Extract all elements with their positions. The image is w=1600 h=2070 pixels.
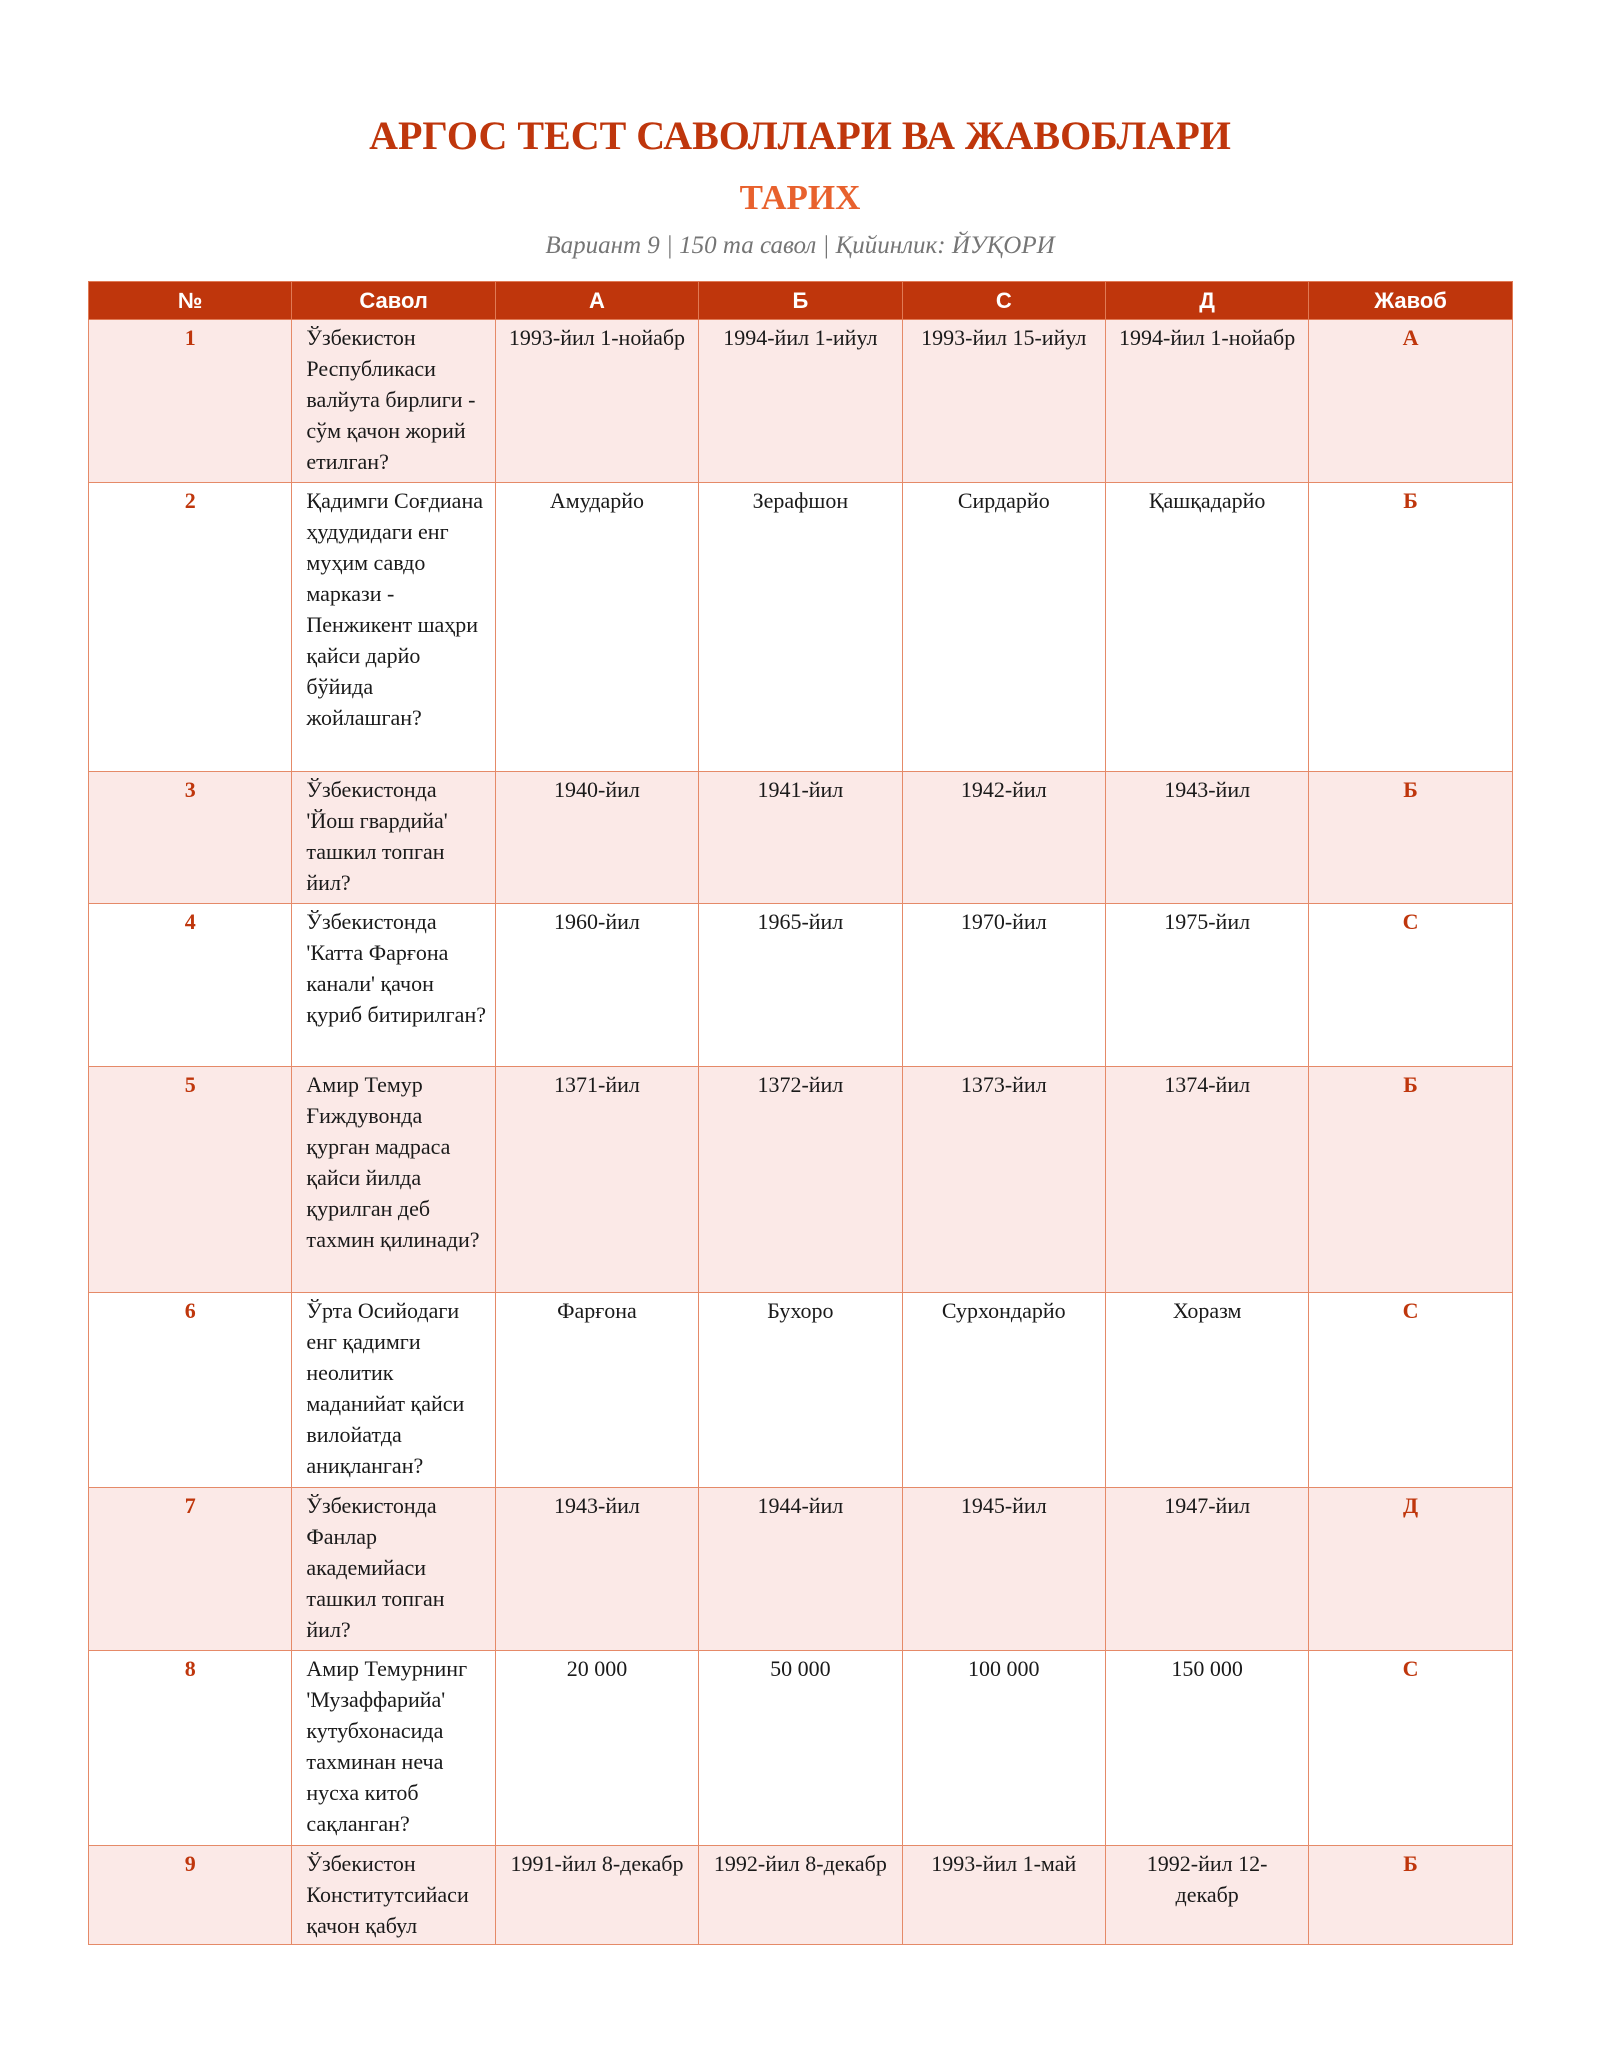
question-number: 2	[89, 483, 292, 772]
option-c: 1945-йил	[902, 1488, 1105, 1651]
question-text: Ўзбекистонда 'Йош гвардийа' ташкил топган йил?	[292, 772, 495, 904]
column-header-answer: Жавоб	[1309, 282, 1512, 320]
option-a: 20 000	[495, 1651, 698, 1846]
questions-table	[88, 281, 1513, 1945]
correct-answer: Б	[1309, 483, 1512, 772]
variant-info: Вариант 9 | 150 та савол | Қийинлик: ЙУҚОРИ	[545, 232, 1055, 259]
option-c: 1993-йил 15-ийул	[902, 320, 1105, 483]
correct-answer: А	[1309, 320, 1512, 483]
option-a: 1991-йил 8-декабр	[495, 1846, 698, 1945]
column-header-option-d: Д	[1105, 282, 1308, 320]
option-b: 1944-йил	[699, 1488, 902, 1651]
question-text: Амир Темур Ғиждувонда қурган мадраса қайси йилда қурилган деб тахмин қилинади?	[292, 1067, 495, 1293]
option-b: Зерафшон	[699, 483, 902, 772]
correct-answer: С	[1309, 1651, 1512, 1846]
column-header-option-b: Б	[699, 282, 902, 320]
correct-answer: Б	[1309, 1067, 1512, 1293]
question-text: Ўрта Осийодаги енг қадимги неолитик маданийат қайси вилойатда аниқланган?	[292, 1293, 495, 1488]
table-row	[89, 904, 1513, 1067]
question-number: 6	[89, 1293, 292, 1488]
correct-answer: С	[1309, 1293, 1512, 1488]
option-d: Қашқадарйо	[1105, 483, 1308, 772]
table-row	[89, 1651, 1513, 1846]
questions-table-body	[89, 320, 1513, 1945]
question-number: 5	[89, 1067, 292, 1293]
option-a: Амударйо	[495, 483, 698, 772]
option-d: 1975-йил	[1105, 904, 1308, 1067]
option-b: Бухоро	[699, 1293, 902, 1488]
column-header-option-c: С	[902, 282, 1105, 320]
subject-title: ТАРИХ	[739, 178, 861, 217]
column-header-option-a: А	[495, 282, 698, 320]
table-row	[89, 1846, 1513, 1945]
question-number: 4	[89, 904, 292, 1067]
option-d: Хоразм	[1105, 1293, 1308, 1488]
table-row	[89, 772, 1513, 904]
option-d: 1992-йил 12-декабр	[1105, 1846, 1308, 1945]
option-b: 1941-йил	[699, 772, 902, 904]
correct-answer: С	[1309, 904, 1512, 1067]
table-row	[89, 320, 1513, 483]
option-c: Сирдарйо	[902, 483, 1105, 772]
question-text: Ўзбекистонда 'Катта Фарғона канали' қачон қуриб битирилган?	[292, 904, 495, 1067]
option-a: 1960-йил	[495, 904, 698, 1067]
question-text: Қадимги Соғдиана ҳудудидаги енг муҳим савдо маркази - Пенжикент шаҳри қайси дарйо бўйида жойлашган?	[292, 483, 495, 772]
page-title: АРГОС ТЕСТ САВОЛЛАРИ ВА ЖАВОБЛАРИ	[369, 113, 1231, 158]
option-c: 1373-йил	[902, 1067, 1105, 1293]
correct-answer: Б	[1309, 1846, 1512, 1945]
table-header-row	[89, 282, 1513, 320]
option-b: 50 000	[699, 1651, 902, 1846]
option-a: 1993-йил 1-нойабр	[495, 320, 698, 483]
question-number: 3	[89, 772, 292, 904]
table-row	[89, 1293, 1513, 1488]
option-d: 1374-йил	[1105, 1067, 1308, 1293]
question-number: 8	[89, 1651, 292, 1846]
table-row	[89, 483, 1513, 772]
option-b: 1965-йил	[699, 904, 902, 1067]
option-c: 1993-йил 1-май	[902, 1846, 1105, 1945]
question-number: 1	[89, 320, 292, 483]
option-c: 100 000	[902, 1651, 1105, 1846]
option-a: 1940-йил	[495, 772, 698, 904]
option-a: Фарғона	[495, 1293, 698, 1488]
option-b: 1994-йил 1-ийул	[699, 320, 902, 483]
option-b: 1992-йил 8-декабр	[699, 1846, 902, 1945]
option-b: 1372-йил	[699, 1067, 902, 1293]
option-c: 1942-йил	[902, 772, 1105, 904]
option-d: 1943-йил	[1105, 772, 1308, 904]
option-d: 1994-йил 1-нойабр	[1105, 320, 1308, 483]
option-c: 1970-йил	[902, 904, 1105, 1067]
correct-answer: Д	[1309, 1488, 1512, 1651]
question-text: Ўзбекистон Республикаси валйута бирлиги - сўм қачон жорий етилган?	[292, 320, 495, 483]
table-row	[89, 1488, 1513, 1651]
question-number: 9	[89, 1846, 292, 1945]
column-header-question: Савол	[292, 282, 495, 320]
option-c: Сурхондарйо	[902, 1293, 1105, 1488]
correct-answer: Б	[1309, 772, 1512, 904]
question-text: Ўзбекистон Конститутсийаси қачон қабул	[292, 1846, 495, 1945]
option-d: 150 000	[1105, 1651, 1308, 1846]
question-text: Ўзбекистонда Фанлар академийаси ташкил топган йил?	[292, 1488, 495, 1651]
question-text: Амир Темурнинг 'Музаффарийа' кутубхонасида тахминан неча нусха китоб сақланган?	[292, 1651, 495, 1846]
option-a: 1943-йил	[495, 1488, 698, 1651]
column-header-number: №	[89, 282, 292, 320]
option-a: 1371-йил	[495, 1067, 698, 1293]
question-number: 7	[89, 1488, 292, 1651]
option-d: 1947-йил	[1105, 1488, 1308, 1651]
table-row	[89, 1067, 1513, 1293]
